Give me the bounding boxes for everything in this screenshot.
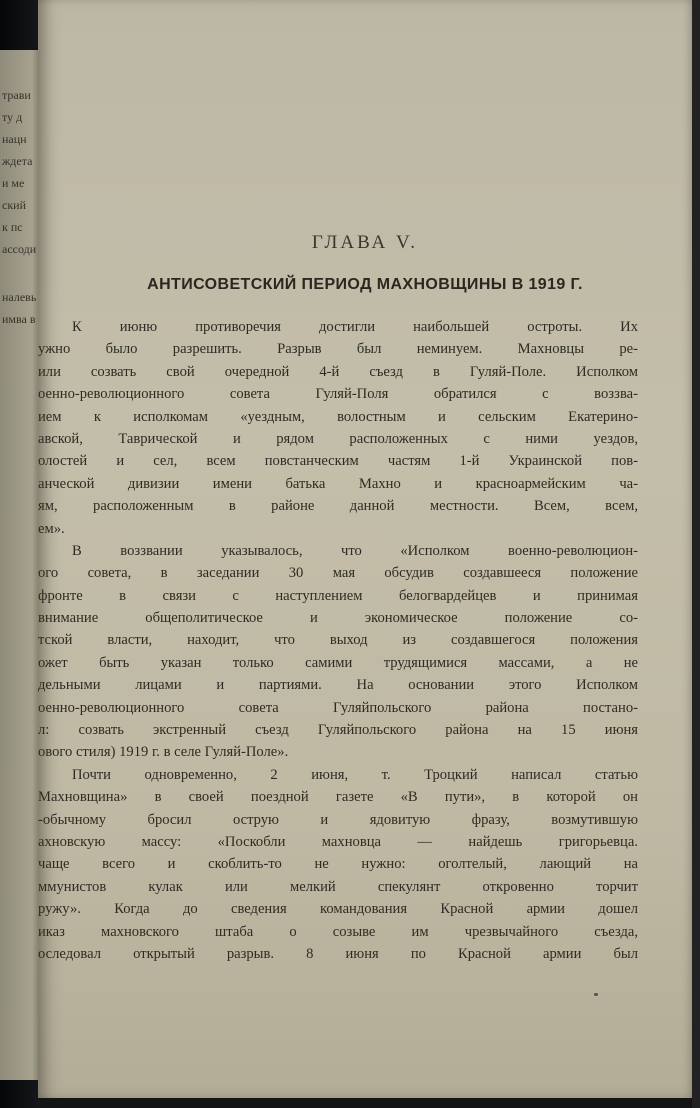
text-line: ммунистов кулак или мелкий спекулянт откровенно торчит [38, 878, 638, 895]
text-line: Почти одновременно, 2 июня, т. Троцкий написал статью [72, 766, 638, 783]
previous-page-fragment: и ме [2, 176, 25, 190]
previous-page-fragment: к пс [2, 220, 23, 234]
text-line: оследовал открытый разрыв. 8 июня по Красной армии был [38, 945, 638, 962]
text-line: ахновскую массу: «Поскобли махновца — найдешь григорьевца. [38, 833, 638, 850]
text-line: -обычному бросил острую и ядовитую фразу, возмутившую [38, 811, 638, 828]
text-line: ожет быть указан только самими трудящимися массами, а не [38, 654, 638, 671]
text-line: ем». [38, 520, 65, 537]
previous-page-fragment: ждета [2, 154, 33, 168]
text-line: или созвать свой очередной 4-й съезд в Гуляй-Поле. Исполком [38, 363, 638, 380]
text-line: анческой дивизии имени батька Махно и красноармейским ча- [38, 475, 638, 492]
text-line: авской, Таврической и рядом расположенных с ними уездов, [38, 430, 638, 447]
background-edge [692, 0, 700, 1108]
previous-page-fragment: ту д [2, 110, 23, 124]
text-line: Махновщина» в своей поездной газете «В пути», в которой он [38, 789, 638, 806]
previous-page-fragment: трави [2, 88, 31, 102]
text-line: олостей и сел, всем повстанческим частям 1-й Украинской пов- [38, 453, 638, 470]
previous-page-fragment: нацн [2, 132, 27, 146]
text-line: оенно-революционного совета Гуляй-Поля обратился с воззва- [38, 386, 638, 403]
text-line: ого совета, в заседании 30 мая обсудив создавшееся положение [38, 565, 638, 582]
text-line: иказ махновского штаба о созыве им чрезвычайного съезда, [38, 923, 638, 940]
section-heading: АНТИСОВЕТСКИЙ ПЕРИОД МАХНОВЩИНЫ В 1919 Г. [147, 276, 583, 293]
previous-page-edge [0, 50, 40, 1080]
text-line: чаще всего и скоблить-то не нужно: оголтелый, лающий на [38, 856, 638, 873]
previous-page-fragment: ассоди [2, 242, 37, 256]
text-line: тской власти, находит, что выход из создавшегося положения [38, 632, 638, 649]
body-text [38, 316, 638, 965]
text-line: оенно-революционного совета Гуляйпольского района постано- [38, 699, 638, 716]
text-line: внимание общеполитическое и экономическое положение со- [38, 610, 638, 627]
text-line: фронте в связи с наступлением белогвардейцев и принимая [38, 587, 638, 604]
text-line: ового стиля) 1919 г. в селе Гуляй-Поле». [38, 744, 289, 761]
text-line: ием к исполкомам «уездным, волостным и сельским Екатерино- [38, 408, 638, 425]
book-page [38, 0, 692, 1098]
chapter-title: ГЛАВА V. [311, 232, 419, 253]
text-line: ружу». Когда до сведения командования Красной армии дошел [38, 901, 638, 918]
text-line: л: созвать экстренный съезд Гуляйпольского района на 15 июня [38, 722, 638, 739]
text-line: дельными лицами и партиями. На основании этого Исполком [38, 677, 638, 694]
page-speck [594, 993, 598, 996]
text-line: К июню противоречия достигли наибольшей остроты. Их [72, 319, 638, 335]
text-line: ям, расположенным в районе данной местности. Всем, всем, [38, 498, 638, 515]
previous-page-fragment: имва в [2, 312, 36, 326]
text-line: ужно было разрешить. Разрыв был неминуем. Махновцы ре- [38, 341, 638, 358]
text-line: В воззвании указывалось, что «Исполком военно-революцион- [72, 542, 638, 559]
previous-page-fragment: налевь [2, 290, 37, 304]
previous-page-fragment: ский [2, 198, 26, 212]
